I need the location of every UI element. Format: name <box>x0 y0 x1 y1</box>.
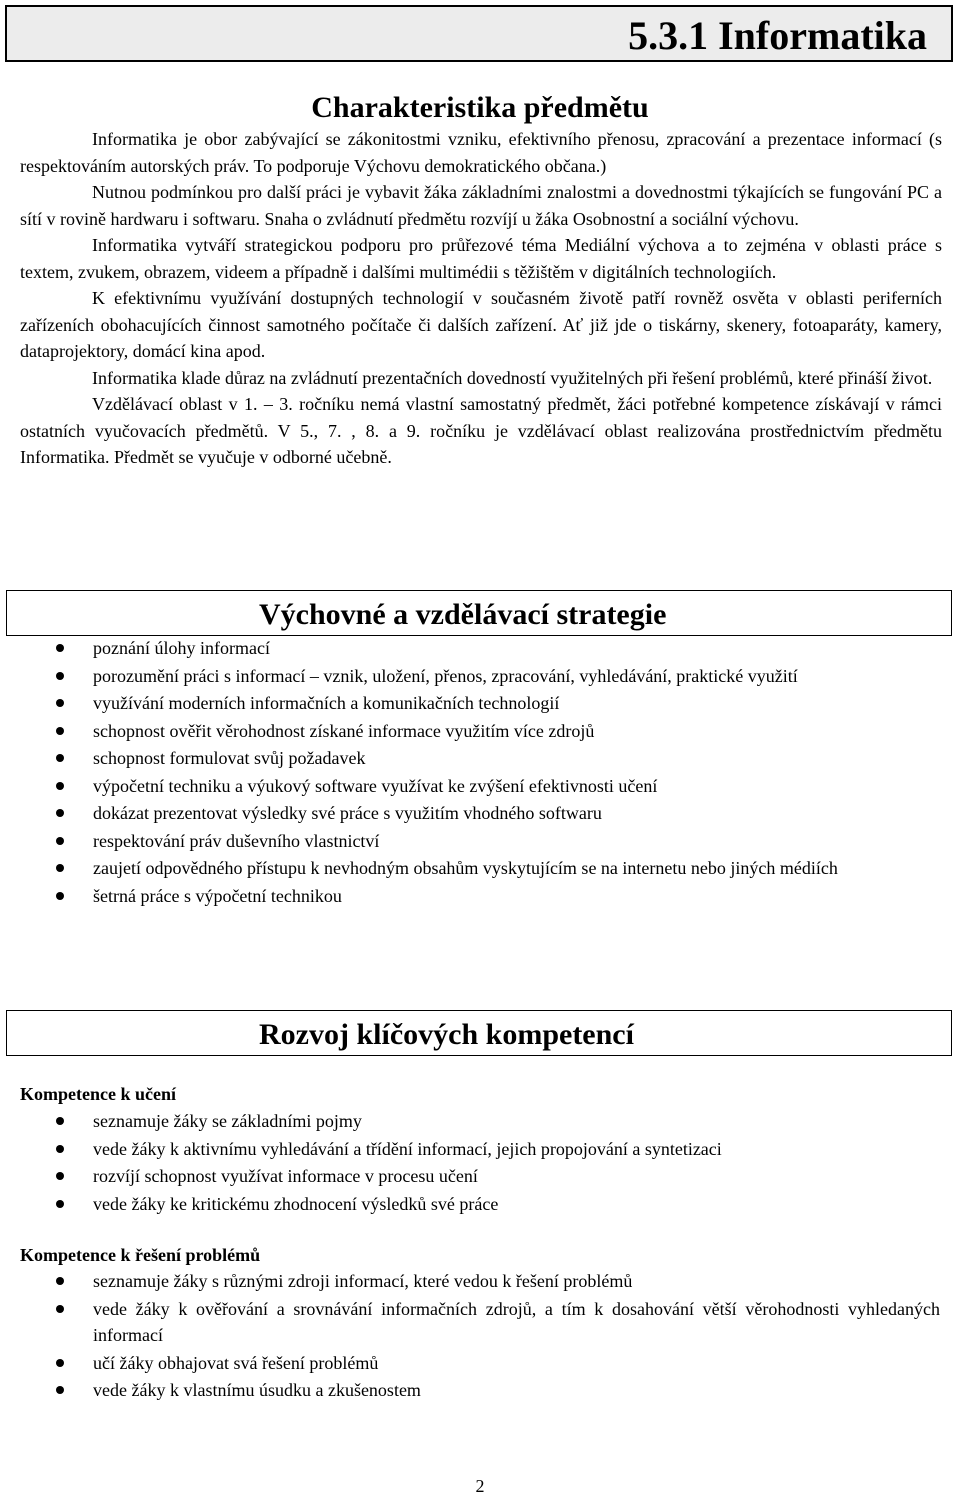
list-item: vede žáky k vlastnímu úsudku a zkušenostem <box>0 1377 960 1404</box>
page-number: 2 <box>475 1476 485 1496</box>
list-item: využívání moderních informačních a komunikačních technologií <box>0 690 960 717</box>
competence-problem-solving-list <box>0 1268 960 1405</box>
list-item: vede žáky k ověřování a srovnávání informačních zdrojů, a tím k dosahování větší věrohodnosti vyhledaných informací <box>0 1296 960 1349</box>
bullet-icon <box>56 864 64 872</box>
list-item: seznamuje žáky se základními pojmy <box>0 1108 960 1135</box>
bullet-icon <box>56 1277 64 1285</box>
list-item: porozumění práci s informací – vznik, uložení, přenos, zpracování, vyhledávání, praktické využití <box>0 663 960 690</box>
list-item: výpočetní techniku a výukový software využívat ke zvýšení efektivnosti učení <box>0 773 960 800</box>
bullet-icon <box>56 809 64 817</box>
bullet-icon <box>56 1386 64 1394</box>
title-box <box>5 5 953 62</box>
bullet-icon <box>56 644 64 652</box>
list-item: vede žáky ke kritickému zhodnocení výsledků své práce <box>0 1191 960 1218</box>
list-item: poznání úlohy informací <box>0 635 960 662</box>
strategies-heading-box <box>6 590 952 636</box>
bullet-icon <box>56 1117 64 1125</box>
list-item: učí žáky obhajovat svá řešení problémů <box>0 1350 960 1377</box>
bullet-icon <box>56 727 64 735</box>
bullet-icon <box>56 837 64 845</box>
list-item: schopnost formulovat svůj požadavek <box>0 745 960 772</box>
paragraph: Informatika klade důraz na zvládnutí prezentačních dovedností využitelných při řešení problémů, které přináší život. <box>92 367 933 388</box>
list-item: vede žáky k aktivnímu vyhledávání a třídění informací, jejich propojování a syntetizaci <box>0 1136 960 1163</box>
bullet-icon <box>56 1359 64 1367</box>
strategies-heading: Výchovné a vzdělávací strategie <box>259 598 667 631</box>
competence-learning-title: Kompetence k učení <box>20 1084 176 1104</box>
list-item: seznamuje žáky s různými zdroji informací, které vedou k řešení problémů <box>0 1268 960 1295</box>
list-item: schopnost ověřit věrohodnost získané informace využitím více zdrojů <box>0 718 960 745</box>
list-item: šetrná práce s výpočetní technikou <box>0 883 960 910</box>
competence-learning-list <box>0 1108 960 1218</box>
bullet-icon <box>56 672 64 680</box>
bullet-icon <box>56 1172 64 1180</box>
list-item: rozvíjí schopnost využívat informace v procesu učení <box>0 1163 960 1190</box>
competences-heading-box <box>6 1010 952 1056</box>
strategies-list <box>0 635 960 910</box>
bullet-icon <box>56 699 64 707</box>
characteristics-heading: Charakteristika předmětu <box>311 91 649 124</box>
bullet-icon <box>56 1200 64 1208</box>
page-title: 5.3.1 Informatika <box>628 13 927 58</box>
paragraph: Informatika je obor zabývající se zákonitostmi vzniku, efektivního přenosu, zpracování a prezentace informací (s respektováním autorských práv. To podporuje Výchovu demokratického občana.) <box>20 129 942 176</box>
paragraph: Vzdělávací oblast v 1. – 3. ročníku nemá vlastní samostatný předmět, žáci potřebné kompetence získávají v rámci ostatních vyučovacích předmětů. V 5., 7. , 8. a 9. ročníku je vzdělávací oblast realizována prostřednictvím předmětu Informatika. Předmět se vyučuje v odborné učebně. <box>20 394 942 467</box>
paragraph: Informatika vytváří strategickou podporu pro průřezové téma Mediální výchova a to zejména v oblasti práce s textem, zvukem, obrazem, videem a případně i dalšími multimédii s těžištěm v digitálních technologiích. <box>20 235 942 282</box>
competence-problem-solving-title: Kompetence k řešení problémů <box>20 1245 261 1265</box>
list-item: zaujetí odpovědného přístupu k nevhodným obsahům vyskytujícím se na internetu nebo jiných médiích <box>0 855 960 882</box>
bullet-icon <box>56 892 64 900</box>
characteristics-text <box>20 126 942 471</box>
paragraph: K efektivnímu využívání dostupných technologií v současném životě patří rovněž osvěta v oblasti periferních zařízeních obohacujících činnost samotného počítače či dalších zařízení. Ať již jde o tiskárny, skenery, fotoaparáty, kamery, dataprojektory, domácí kina apod. <box>20 288 942 361</box>
list-item: dokázat prezentovat výsledky své práce s využitím vhodného softwaru <box>0 800 960 827</box>
bullet-icon <box>56 754 64 762</box>
competences-heading: Rozvoj klíčových kompetencí <box>259 1018 634 1051</box>
bullet-icon <box>56 1305 64 1313</box>
bullet-icon <box>56 1145 64 1153</box>
paragraph: Nutnou podmínkou pro další práci je vybavit žáka základními znalostmi a dovednostmi týkajících se fungování PC a sítí v rovině hardwaru i softwaru. Snaha o zvládnutí předmětu rozvíjí u žáka Osobnostní a sociální výchovu. <box>20 182 942 229</box>
bullet-icon <box>56 782 64 790</box>
list-item: respektování práv duševního vlastnictví <box>0 828 960 855</box>
